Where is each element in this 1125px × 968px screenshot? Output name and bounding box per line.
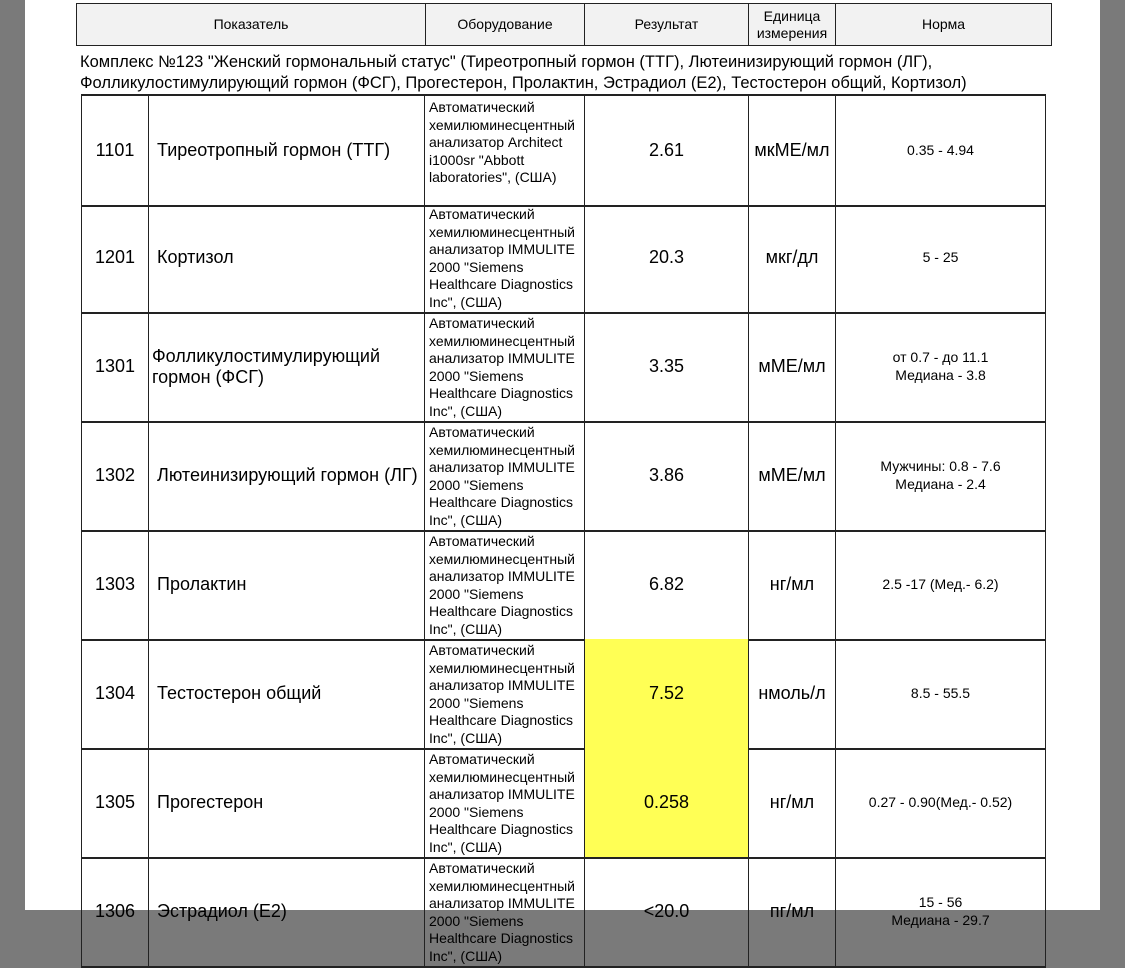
row-equipment: Автоматический хемилюминесцентный анализатор IMMULITE 2000 "Siemens Healthcare Diagnostics Inc", (США) <box>424 312 584 421</box>
row-equipment: Автоматический хемилюминесцентный анализатор IMMULITE 2000 "Siemens Healthcare Diagnostics Inc", (США) <box>424 203 584 312</box>
row-code: 1305 <box>81 748 148 857</box>
row-name: Тестостерон общий <box>148 639 424 748</box>
row-result: 6.82 <box>584 530 748 639</box>
complex-title-line1: Комплекс №123 "Женский гормональный статус" (Тиреотропный гормон (ТТГ), Лютеинизирующий гормон (ЛГ), <box>80 53 933 71</box>
row-name: Прогестерон <box>148 748 424 857</box>
row-norm: 15 - 56 Медиана - 29.7 <box>835 857 1046 966</box>
row-equipment: Автоматический хемилюминесцентный анализатор Architect i1000sr "Abbott laboratories", (США) <box>424 96 584 205</box>
row-equipment: Автоматический хемилюминесцентный анализатор IMMULITE 2000 "Siemens Healthcare Diagnostics Inc", (США) <box>424 530 584 639</box>
row-norm: 0.35 - 4.94 <box>835 96 1046 205</box>
table-row <box>81 421 1046 532</box>
row-code: 1301 <box>81 312 148 421</box>
row-unit: нг/мл <box>748 748 835 857</box>
report-page <box>25 0 1100 964</box>
table-row <box>81 530 1046 641</box>
row-norm: 0.27 - 0.90(Мед.- 0.52) <box>835 748 1046 857</box>
row-unit: нмоль/л <box>748 639 835 748</box>
table-row <box>81 639 1046 750</box>
row-result: 0.258 <box>584 748 748 857</box>
row-name: Эстрадиол (Е2) <box>148 857 424 966</box>
row-unit: мкМЕ/мл <box>748 96 835 205</box>
row-name: Кортизол <box>148 203 424 312</box>
row-norm: 2.5 -17 (Мед.- 6.2) <box>835 530 1046 639</box>
row-unit: мкг/дл <box>748 203 835 312</box>
table-row <box>81 312 1046 423</box>
row-norm: от 0.7 - до 11.1 Медиана - 3.8 <box>835 312 1046 421</box>
row-unit: мМЕ/мл <box>748 421 835 530</box>
table-row <box>81 94 1046 207</box>
row-unit: нг/мл <box>748 530 835 639</box>
header-equipment: Оборудование <box>426 4 585 45</box>
row-norm: 8.5 - 55.5 <box>835 639 1046 748</box>
table-header <box>76 3 1052 46</box>
row-norm: 5 - 25 <box>835 203 1046 312</box>
row-code: 1303 <box>81 530 148 639</box>
row-code: 1306 <box>81 857 148 966</box>
row-result: 2.61 <box>584 96 748 205</box>
row-equipment: Автоматический хемилюминесцентный анализатор IMMULITE 2000 "Siemens Healthcare Diagnostics Inc", (США) <box>424 748 584 857</box>
row-result: 7.52 <box>584 639 748 748</box>
row-name: Лютеинизирующий гормон (ЛГ) <box>148 421 424 530</box>
row-name: Фолликулостимулирующий гормон (ФСГ) <box>148 312 424 421</box>
header-norm: Норма <box>921 16 966 32</box>
row-result: 3.35 <box>584 312 748 421</box>
row-code: 1101 <box>81 96 148 205</box>
complex-title-line2: Фолликулостимулирующий гормон (ФСГ), Прогестерон, Пролактин, Эстрадиол (Е2), Тестостерон общий, Кортизол) <box>80 74 967 92</box>
header-unit: Единица измерения <box>749 4 836 45</box>
row-equipment: Автоматический хемилюминесцентный анализатор IMMULITE 2000 "Siemens Healthcare Diagnostics Inc", (США) <box>424 639 584 748</box>
row-result: <20.0 <box>584 857 748 966</box>
row-code: 1201 <box>81 203 148 312</box>
row-equipment: Автоматический хемилюминесцентный анализатор IMMULITE 2000 "Siemens Healthcare Diagnostics Inc", (США) <box>424 421 584 530</box>
row-unit: мМЕ/мл <box>748 312 835 421</box>
row-name: Тиреотропный гормон (ТТГ) <box>148 96 424 205</box>
row-result: 20.3 <box>584 203 748 312</box>
header-result: Результат <box>585 4 749 45</box>
complex-title <box>80 52 1095 94</box>
table-row <box>81 748 1046 859</box>
row-result: 3.86 <box>584 421 748 530</box>
row-name: Пролактин <box>148 530 424 639</box>
table-row <box>81 203 1046 314</box>
row-equipment: Автоматический хемилюминесцентный анализатор IMMULITE 2000 "Siemens Healthcare Diagnostics Inc", (США) <box>424 857 584 966</box>
row-norm: Мужчины: 0.8 - 7.6 Медиана - 2.4 <box>835 421 1046 530</box>
table-row <box>81 857 1046 968</box>
header-indicator: Показатель <box>77 4 426 45</box>
row-unit: пг/мл <box>748 857 835 966</box>
row-code: 1304 <box>81 639 148 748</box>
row-code: 1302 <box>81 421 148 530</box>
